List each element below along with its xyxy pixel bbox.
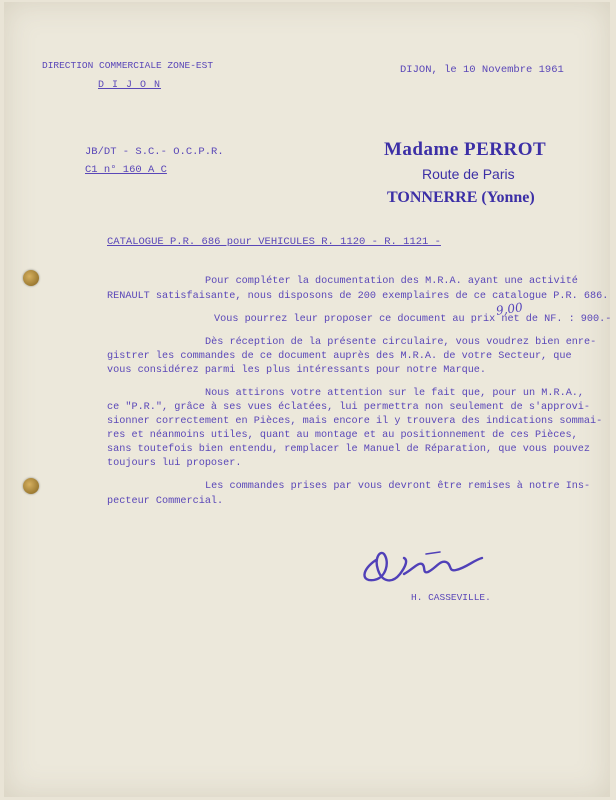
paragraph-2-line: Vous pourrez leur proposer ce document au prix net de NF. : 900.- [214,314,612,325]
paragraph-5-line: Les commandes prises par vous devront être remises à notre Ins- [205,481,591,492]
paragraph-4-line: sionner correctement en Pièces, mais encore il y trouvera des indications sommai- [107,416,603,427]
paragraph-4-line: sans toutefois bien entendu, remplacer le Manuel de Réparation, que vous pouvez [107,444,590,455]
paragraph-1-line: Pour compléter la documentation des M.R.A. ayant une activité [205,276,578,287]
punch-hole-top [23,270,39,286]
sender-city: D I J O N [98,80,162,91]
paragraph-4-line: Nous attirons votre attention sur le fait que, pour un M.R.A., [205,388,585,399]
recipient-name: Madame PERROT [384,139,547,160]
punch-hole-bottom [23,478,39,494]
letter-date: DIJON, le 10 Novembre 1961 [400,64,564,76]
handwritten-signature [356,540,496,600]
paragraph-5-line: pecteur Commercial. [107,496,224,507]
sender-department: DIRECTION COMMERCIALE ZONE-EST [42,60,214,71]
paragraph-1-line: RENAULT satisfaisante, nous disposons de 200 exemplaires de ce catalogue P.R. 686. [107,291,609,302]
letter-page [4,2,610,797]
paragraph-3-line: Dès réception de la présente circulaire, vous voudrez bien enre- [205,337,597,348]
recipient-city: TONNERRE (Yonne) [387,189,535,206]
recipient-street: Route de Paris [422,166,515,182]
circular-number: C1 n° 160 A C [85,164,167,176]
paragraph-4-line: toujours lui proposer. [107,458,242,469]
paragraph-3-line: vous considérez parmi les plus intéressants pour notre Marque. [107,365,487,376]
handwritten-price-correction: 9,00 [495,300,524,318]
paragraph-4-line: ce "P.R.", grâce à ses vues éclatées, lui permettra non seulement de s'approvi- [107,402,590,413]
paragraph-3-line: gistrer les commandes de ce document auprès des M.R.A. de votre Secteur, que [107,351,572,362]
letter-subject: CATALOGUE P.R. 686 pour VEHICULES R. 1120 - R. 1121 - [107,236,441,248]
signatory-name: H. CASSEVILLE. [411,592,491,603]
reference-line: JB/DT - S.C.- O.C.P.R. [85,146,224,158]
paragraph-4-line: res et néanmoins utiles, quant au montage et au positionnement de ces Pièces, [107,430,578,441]
